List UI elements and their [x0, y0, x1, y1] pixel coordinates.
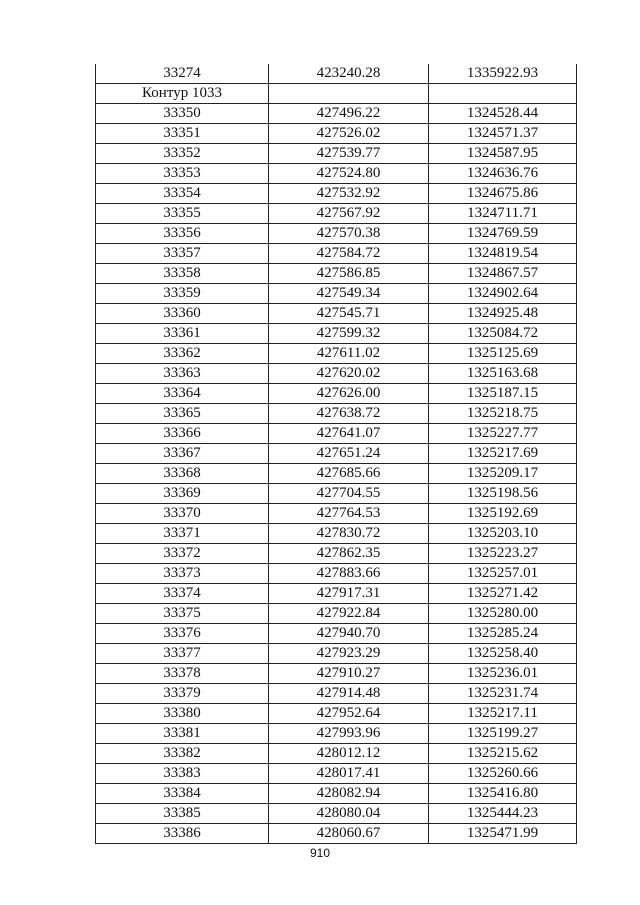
point-id-cell: 33365 [96, 404, 269, 424]
point-id-cell: 33351 [96, 124, 269, 144]
y-coordinate-cell: 1325125.69 [429, 344, 577, 364]
x-coordinate-cell: 427611.02 [269, 344, 429, 364]
x-coordinate-cell: 427883.66 [269, 564, 429, 584]
x-coordinate-cell: 427620.02 [269, 364, 429, 384]
y-coordinate-cell: 1335922.93 [429, 64, 577, 84]
table-row [96, 224, 577, 244]
point-id-cell: 33350 [96, 104, 269, 124]
y-coordinate-cell: 1324587.95 [429, 144, 577, 164]
point-id-cell: 33364 [96, 384, 269, 404]
x-coordinate-cell: 427917.31 [269, 584, 429, 604]
y-coordinate-cell: 1325416.80 [429, 784, 577, 804]
point-id-cell: 33360 [96, 304, 269, 324]
table-row [96, 364, 577, 384]
y-coordinate-cell: 1325218.75 [429, 404, 577, 424]
table-row [96, 444, 577, 464]
x-coordinate-cell: 427764.53 [269, 504, 429, 524]
point-id-cell: 33381 [96, 724, 269, 744]
x-coordinate-cell: 427910.27 [269, 664, 429, 684]
y-coordinate-cell: 1325217.11 [429, 704, 577, 724]
point-id-cell: 33357 [96, 244, 269, 264]
x-coordinate-cell: 427638.72 [269, 404, 429, 424]
empty-cell [269, 84, 429, 104]
x-coordinate-cell: 427914.48 [269, 684, 429, 704]
x-coordinate-cell: 427651.24 [269, 444, 429, 464]
table-row [96, 304, 577, 324]
table-row [96, 684, 577, 704]
table-row [96, 164, 577, 184]
y-coordinate-cell: 1324528.44 [429, 104, 577, 124]
table-row [96, 484, 577, 504]
y-coordinate-cell: 1324867.57 [429, 264, 577, 284]
point-id-cell: 33370 [96, 504, 269, 524]
y-coordinate-cell: 1325187.15 [429, 384, 577, 404]
y-coordinate-cell: 1325227.77 [429, 424, 577, 444]
y-coordinate-cell: 1324769.59 [429, 224, 577, 244]
y-coordinate-cell: 1324819.54 [429, 244, 577, 264]
table-row [96, 344, 577, 364]
table-row [96, 144, 577, 164]
point-id-cell: 33374 [96, 584, 269, 604]
table-row [96, 424, 577, 444]
y-coordinate-cell: 1325163.68 [429, 364, 577, 384]
y-coordinate-cell: 1325084.72 [429, 324, 577, 344]
point-id-cell: 33353 [96, 164, 269, 184]
table-row [96, 744, 577, 764]
x-coordinate-cell: 427532.92 [269, 184, 429, 204]
x-coordinate-cell: 427862.35 [269, 544, 429, 564]
table-row [96, 604, 577, 624]
y-coordinate-cell: 1325199.27 [429, 724, 577, 744]
x-coordinate-cell: 423240.28 [269, 64, 429, 84]
table-row [96, 704, 577, 724]
y-coordinate-cell: 1325215.62 [429, 744, 577, 764]
table-row [96, 464, 577, 484]
point-id-cell: 33385 [96, 804, 269, 824]
x-coordinate-cell: 427952.64 [269, 704, 429, 724]
table-row [96, 204, 577, 224]
contour-label: Контур 1033 [96, 84, 269, 104]
point-id-cell: 33356 [96, 224, 269, 244]
y-coordinate-cell: 1324925.48 [429, 304, 577, 324]
y-coordinate-cell: 1324636.76 [429, 164, 577, 184]
y-coordinate-cell: 1324571.37 [429, 124, 577, 144]
y-coordinate-cell: 1325260.66 [429, 764, 577, 784]
x-coordinate-cell: 427940.70 [269, 624, 429, 644]
table-row [96, 404, 577, 424]
table-row [96, 564, 577, 584]
y-coordinate-cell: 1325444.23 [429, 804, 577, 824]
coordinates-table-body [96, 64, 577, 844]
y-coordinate-cell: 1325231.74 [429, 684, 577, 704]
empty-cell [429, 84, 577, 104]
x-coordinate-cell: 427545.71 [269, 304, 429, 324]
point-id-cell: 33380 [96, 704, 269, 724]
y-coordinate-cell: 1324675.86 [429, 184, 577, 204]
page-number: 910 [309, 846, 331, 860]
x-coordinate-cell: 427993.96 [269, 724, 429, 744]
point-id-cell: 33376 [96, 624, 269, 644]
y-coordinate-cell: 1325257.01 [429, 564, 577, 584]
point-id-cell: 33377 [96, 644, 269, 664]
table-row [96, 124, 577, 144]
point-id-cell: 33375 [96, 604, 269, 624]
y-coordinate-cell: 1325236.01 [429, 664, 577, 684]
y-coordinate-cell: 1325271.42 [429, 584, 577, 604]
table-row [96, 104, 577, 124]
point-id-cell: 33274 [96, 64, 269, 84]
table-row [96, 764, 577, 784]
point-id-cell: 33352 [96, 144, 269, 164]
point-id-cell: 33384 [96, 784, 269, 804]
point-id-cell: 33368 [96, 464, 269, 484]
table-row [96, 64, 577, 84]
y-coordinate-cell: 1325223.27 [429, 544, 577, 564]
y-coordinate-cell: 1325192.69 [429, 504, 577, 524]
point-id-cell: 33382 [96, 744, 269, 764]
table-row [96, 184, 577, 204]
table-row [96, 784, 577, 804]
x-coordinate-cell: 427641.07 [269, 424, 429, 444]
table-row [96, 544, 577, 564]
table-row [96, 804, 577, 824]
x-coordinate-cell: 428017.41 [269, 764, 429, 784]
y-coordinate-cell: 1325217.69 [429, 444, 577, 464]
x-coordinate-cell: 427626.00 [269, 384, 429, 404]
table-row [96, 724, 577, 744]
point-id-cell: 33379 [96, 684, 269, 704]
contour-header-row [96, 84, 577, 104]
x-coordinate-cell: 427599.32 [269, 324, 429, 344]
table-row [96, 584, 577, 604]
x-coordinate-cell: 427584.72 [269, 244, 429, 264]
point-id-cell: 33358 [96, 264, 269, 284]
point-id-cell: 33372 [96, 544, 269, 564]
table-row [96, 384, 577, 404]
table-row [96, 644, 577, 664]
y-coordinate-cell: 1325198.56 [429, 484, 577, 504]
point-id-cell: 33362 [96, 344, 269, 364]
x-coordinate-cell: 427570.38 [269, 224, 429, 244]
point-id-cell: 33366 [96, 424, 269, 444]
point-id-cell: 33361 [96, 324, 269, 344]
y-coordinate-cell: 1325280.00 [429, 604, 577, 624]
point-id-cell: 33378 [96, 664, 269, 684]
x-coordinate-cell: 427922.84 [269, 604, 429, 624]
x-coordinate-cell: 428060.67 [269, 824, 429, 844]
point-id-cell: 33355 [96, 204, 269, 224]
x-coordinate-cell: 427685.66 [269, 464, 429, 484]
x-coordinate-cell: 427496.22 [269, 104, 429, 124]
y-coordinate-cell: 1325471.99 [429, 824, 577, 844]
y-coordinate-cell: 1324902.64 [429, 284, 577, 304]
table-row [96, 524, 577, 544]
x-coordinate-cell: 427524.80 [269, 164, 429, 184]
point-id-cell: 33367 [96, 444, 269, 464]
x-coordinate-cell: 428082.94 [269, 784, 429, 804]
y-coordinate-cell: 1325203.10 [429, 524, 577, 544]
coordinates-table [95, 64, 577, 844]
table-row [96, 244, 577, 264]
x-coordinate-cell: 427526.02 [269, 124, 429, 144]
point-id-cell: 33383 [96, 764, 269, 784]
x-coordinate-cell: 427830.72 [269, 524, 429, 544]
point-id-cell: 33363 [96, 364, 269, 384]
x-coordinate-cell: 428080.04 [269, 804, 429, 824]
y-coordinate-cell: 1324711.71 [429, 204, 577, 224]
table-row [96, 284, 577, 304]
point-id-cell: 33369 [96, 484, 269, 504]
x-coordinate-cell: 427549.34 [269, 284, 429, 304]
table-row [96, 504, 577, 524]
point-id-cell: 33371 [96, 524, 269, 544]
x-coordinate-cell: 428012.12 [269, 744, 429, 764]
x-coordinate-cell: 427586.85 [269, 264, 429, 284]
x-coordinate-cell: 427704.55 [269, 484, 429, 504]
point-id-cell: 33354 [96, 184, 269, 204]
x-coordinate-cell: 427539.77 [269, 144, 429, 164]
point-id-cell: 33386 [96, 824, 269, 844]
point-id-cell: 33359 [96, 284, 269, 304]
table-row [96, 264, 577, 284]
table-row [96, 664, 577, 684]
point-id-cell: 33373 [96, 564, 269, 584]
x-coordinate-cell: 427923.29 [269, 644, 429, 664]
y-coordinate-cell: 1325258.40 [429, 644, 577, 664]
table-row [96, 824, 577, 844]
table-row [96, 624, 577, 644]
y-coordinate-cell: 1325209.17 [429, 464, 577, 484]
x-coordinate-cell: 427567.92 [269, 204, 429, 224]
table-row [96, 324, 577, 344]
y-coordinate-cell: 1325285.24 [429, 624, 577, 644]
